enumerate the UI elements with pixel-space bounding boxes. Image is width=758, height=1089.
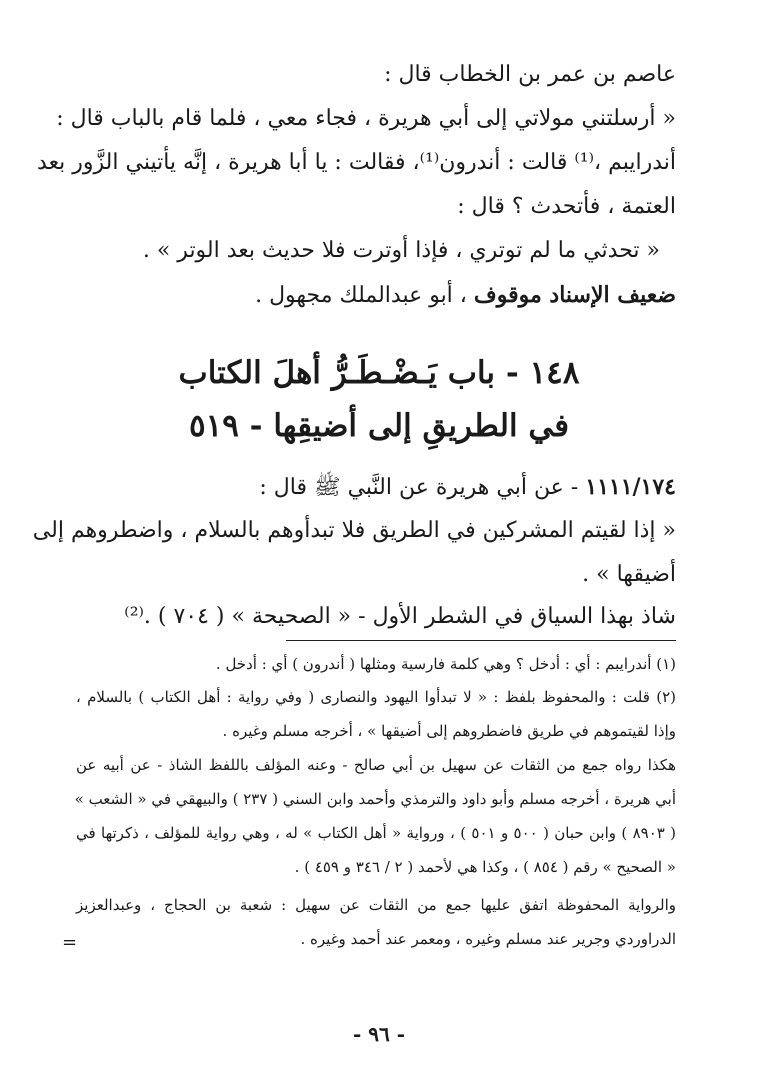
footnote-2-line: « الصحيح » رقم ( ٨٥٤ ) ، وكذا هي لأحمد ( ٢ / ٣٤٦ و ٤٥٩ ) . [294, 858, 676, 876]
text-line: العتمة ، فأتحدث ؟ قال : [457, 194, 676, 219]
footnote-2-line: الدراوردي وجرير عند مسلم وغيره ، ومعمر عند أحمد وغيره . [300, 930, 676, 948]
hadith-grade: شاذ بهذا السياق في الشطر الأول - « الصحيحة » ( ٧٠٤ ) .⁽²⁾ [124, 604, 676, 629]
footnote-2-line: هكذا رواه جمع من الثقات عن سهيل بن أبي صالح - وعنه المؤلف باللفظ الشاذ - عن أبيه عن [76, 756, 676, 774]
chapter-subtitle: في الطريقِ إلى أضيقِها - ٥١٩ [188, 408, 570, 444]
footnote-2-line: والرواية المحفوظة اتفق عليها جمع من الثقات عن سهيل : شعبة بن الحجاج ، وعبدالعزيز [76, 896, 676, 914]
hadith-text-line: « إذا لقيتم المشركين في الطريق فلا تبدأوهم بالسلام ، واضطروهم إلى [32, 518, 676, 543]
text-line: عاصم بن عمر بن الخطاب قال : [384, 62, 676, 87]
chapter-title: ١٤٨ - باب يَـضْـطَـرُّ أهلَ الكتاب [178, 355, 580, 391]
footnote-divider [286, 640, 676, 641]
grading-line [76, 282, 676, 309]
hadith-header [76, 474, 676, 501]
text-line: « أرسلتني مولاتي إلى أبي هريرة ، فجاء معي ، فلما قام بالباب قال : [56, 106, 676, 131]
hadith-text-line: أضيقها » . [582, 562, 676, 587]
text-line: أندرايبم ،⁽¹⁾ قالت : أندرون⁽¹⁾، فقالت : يا أبا هريرة ، إنَّه يأتيني الزَّور بعد [37, 150, 676, 175]
footnote-2-line: (٢) قلت : والمحفوظ بلفظ : « لا تبدأوا اليهود والنصارى ( وفي رواية : أهل الكتاب ) بالسلام ، [76, 688, 676, 706]
grading-label: ضعيف الإسناد موقوف [473, 282, 676, 308]
hadith-intro: - عن أبي هريرة عن النَّبي ﷺ قال : [259, 475, 579, 500]
footnote-2-line: وإذا لقيتموهم في طريق فاضطروهم إلى أضيقها » ، أخرجه مسلم وغيره . [222, 722, 676, 740]
continuation-mark: = [62, 932, 78, 953]
quoted-text-line: « تحدثي ما لم توتري ، فإذا أوترت فلا حديث بعد الوتر » . [142, 238, 660, 263]
page-number: - ٩٦ - [352, 1022, 405, 1046]
footnote-2-line: ( ٨٩٠٣ ) وابن حبان ( ٥٠٠ و ٥٠١ ) ، ورواية « أهل الكتاب » له ، وهي رواية للمؤلف ، ذكرتها في [76, 824, 677, 842]
hadith-number: ١١١١/١٧٤ [585, 474, 676, 500]
grading-note: ، أبو عبدالملك مجهول . [255, 283, 467, 308]
footnote-1: (١) أندرايبم : أي : أدخل ؟ وهي كلمة فارسية ومثلها ( أندرون ) أي : أدخل . [215, 655, 676, 673]
footnote-2-line: أبي هريرة ، أخرجه مسلم وأبو داود والترمذي وأحمد وابن السني ( ٢٣٧ ) والبيهقي في « الشعب » [74, 790, 676, 808]
